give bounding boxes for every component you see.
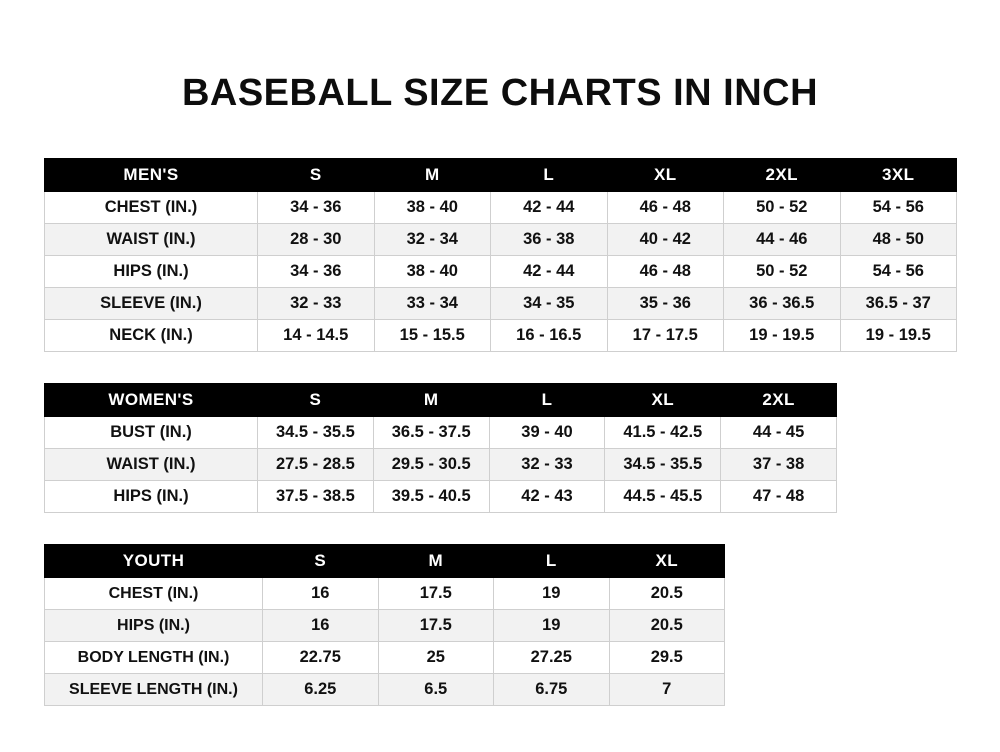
- table-cell: 46 - 48: [607, 256, 724, 288]
- row-label: BUST (IN.): [45, 417, 258, 449]
- table-cell: 20.5: [609, 610, 725, 642]
- table-cell: 29.5: [609, 642, 725, 674]
- table-cell: 39.5 - 40.5: [373, 481, 489, 513]
- column-header: M: [373, 384, 489, 417]
- table-cell: 38 - 40: [374, 192, 491, 224]
- table-cell: 28 - 30: [258, 224, 375, 256]
- row-label: CHEST (IN.): [45, 578, 263, 610]
- table-row: [45, 192, 957, 224]
- mens-size-table: [44, 158, 957, 352]
- table-row: [45, 288, 957, 320]
- table-cell: 32 - 33: [258, 288, 375, 320]
- table-cell: 42 - 44: [491, 192, 608, 224]
- table-row: [45, 481, 837, 513]
- table-cell: 27.5 - 28.5: [258, 449, 374, 481]
- table-cell: 42 - 44: [491, 256, 608, 288]
- row-label: WAIST (IN.): [45, 449, 258, 481]
- table-cell: 6.75: [494, 674, 610, 706]
- table-cell: 48 - 50: [840, 224, 957, 256]
- row-label: WAIST (IN.): [45, 224, 258, 256]
- table-cell: 39 - 40: [489, 417, 605, 449]
- table-cell: 16 - 16.5: [491, 320, 608, 352]
- column-header: M: [378, 545, 494, 578]
- table-row: [45, 674, 725, 706]
- table-cell: 15 - 15.5: [374, 320, 491, 352]
- table-cell: 34 - 36: [258, 256, 375, 288]
- row-label: HIPS (IN.): [45, 481, 258, 513]
- table-header-row: [45, 159, 957, 192]
- table-cell: 47 - 48: [721, 481, 837, 513]
- column-header: 3XL: [840, 159, 957, 192]
- column-header: L: [491, 159, 608, 192]
- row-label: HIPS (IN.): [45, 256, 258, 288]
- row-label: HIPS (IN.): [45, 610, 263, 642]
- table-cell: 50 - 52: [724, 256, 841, 288]
- table-row: [45, 642, 725, 674]
- table-cell: 17.5: [378, 610, 494, 642]
- column-header: L: [494, 545, 610, 578]
- table-cell: 34.5 - 35.5: [258, 417, 374, 449]
- table-cell: 32 - 34: [374, 224, 491, 256]
- table-cell: 34.5 - 35.5: [605, 449, 721, 481]
- table-cell: 17 - 17.5: [607, 320, 724, 352]
- column-header: XL: [607, 159, 724, 192]
- youth-table-body: [45, 578, 725, 706]
- row-label: SLEEVE LENGTH (IN.): [45, 674, 263, 706]
- table-cell: 29.5 - 30.5: [373, 449, 489, 481]
- column-header: 2XL: [724, 159, 841, 192]
- table-cell: 44.5 - 45.5: [605, 481, 721, 513]
- mens-table-body: [45, 192, 957, 352]
- table-cell: 34 - 35: [491, 288, 608, 320]
- table-row: [45, 256, 957, 288]
- table-row: [45, 320, 957, 352]
- table-row: [45, 610, 725, 642]
- row-label: BODY LENGTH (IN.): [45, 642, 263, 674]
- tables-container: [0, 158, 1000, 706]
- column-header: YOUTH: [45, 545, 263, 578]
- table-row: [45, 449, 837, 481]
- column-header: MEN'S: [45, 159, 258, 192]
- table-cell: 22.75: [263, 642, 379, 674]
- table-cell: 14 - 14.5: [258, 320, 375, 352]
- table-cell: 44 - 46: [724, 224, 841, 256]
- table-cell: 33 - 34: [374, 288, 491, 320]
- column-header: 2XL: [721, 384, 837, 417]
- youth-table-header: [45, 545, 725, 578]
- womens-table-header: [45, 384, 837, 417]
- table-cell: 6.5: [378, 674, 494, 706]
- table-row: [45, 224, 957, 256]
- table-cell: 41.5 - 42.5: [605, 417, 721, 449]
- table-cell: 54 - 56: [840, 256, 957, 288]
- table-cell: 19 - 19.5: [840, 320, 957, 352]
- mens-table-header: [45, 159, 957, 192]
- row-label: NECK (IN.): [45, 320, 258, 352]
- table-cell: 46 - 48: [607, 192, 724, 224]
- table-cell: 19: [494, 578, 610, 610]
- column-header: S: [258, 384, 374, 417]
- table-cell: 27.25: [494, 642, 610, 674]
- table-cell: 37 - 38: [721, 449, 837, 481]
- table-cell: 35 - 36: [607, 288, 724, 320]
- column-header: S: [258, 159, 375, 192]
- table-cell: 50 - 52: [724, 192, 841, 224]
- table-header-row: [45, 384, 837, 417]
- table-cell: 17.5: [378, 578, 494, 610]
- column-header: XL: [605, 384, 721, 417]
- table-cell: 54 - 56: [840, 192, 957, 224]
- table-row: [45, 417, 837, 449]
- table-cell: 19 - 19.5: [724, 320, 841, 352]
- column-header: M: [374, 159, 491, 192]
- table-cell: 19: [494, 610, 610, 642]
- row-label: CHEST (IN.): [45, 192, 258, 224]
- table-cell: 25: [378, 642, 494, 674]
- table-cell: 36 - 38: [491, 224, 608, 256]
- table-cell: 36.5 - 37.5: [373, 417, 489, 449]
- table-cell: 44 - 45: [721, 417, 837, 449]
- table-cell: 38 - 40: [374, 256, 491, 288]
- table-cell: 34 - 36: [258, 192, 375, 224]
- table-cell: 42 - 43: [489, 481, 605, 513]
- column-header: WOMEN'S: [45, 384, 258, 417]
- table-cell: 36.5 - 37: [840, 288, 957, 320]
- row-label: SLEEVE (IN.): [45, 288, 258, 320]
- table-cell: 20.5: [609, 578, 725, 610]
- column-header: L: [489, 384, 605, 417]
- column-header: S: [263, 545, 379, 578]
- youth-size-table: [44, 544, 725, 706]
- table-row: [45, 578, 725, 610]
- page-title: BASEBALL SIZE CHARTS IN INCH: [181, 72, 819, 114]
- table-cell: 6.25: [263, 674, 379, 706]
- table-cell: 7: [609, 674, 725, 706]
- womens-table-body: [45, 417, 837, 513]
- table-cell: 16: [263, 610, 379, 642]
- table-header-row: [45, 545, 725, 578]
- table-cell: 32 - 33: [489, 449, 605, 481]
- column-header: XL: [609, 545, 725, 578]
- table-cell: 36 - 36.5: [724, 288, 841, 320]
- womens-size-table: [44, 383, 837, 513]
- table-cell: 37.5 - 38.5: [258, 481, 374, 513]
- table-cell: 40 - 42: [607, 224, 724, 256]
- table-cell: 16: [263, 578, 379, 610]
